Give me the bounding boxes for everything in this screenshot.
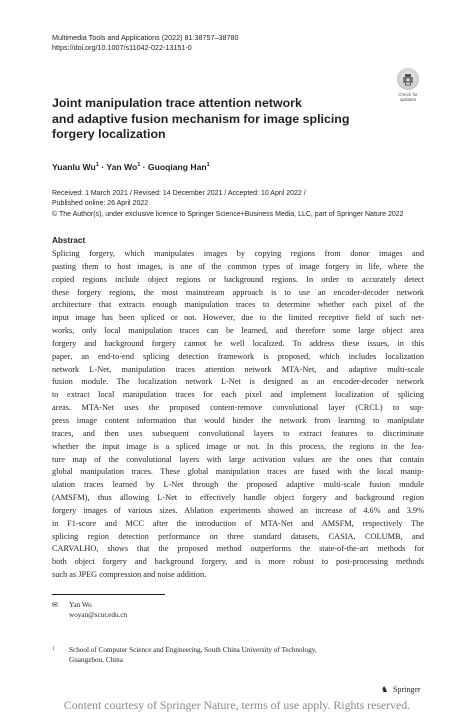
badge-label-2: updates bbox=[399, 97, 417, 102]
author-separator: · bbox=[98, 162, 107, 172]
footnote-divider bbox=[52, 594, 165, 595]
author-name[interactable]: Guoqiang Han bbox=[147, 162, 207, 172]
doi-link[interactable]: https://doi.org/10.1007/s11042-022-13151-0 bbox=[52, 43, 192, 52]
publication-history bbox=[52, 189, 404, 220]
copyright-notice: © The Author(s), under exclusive licence to Springer Science+Business Media, LLC, part of Springer Nature 2022 bbox=[52, 210, 404, 218]
abstract-line: ture map of the convolutional layers with large activation values are the ones that contain bbox=[52, 454, 424, 464]
title-line: forgery localization bbox=[52, 127, 166, 141]
abstract-body bbox=[52, 248, 424, 582]
title-line: and adaptive fusion mechanism for image splicing bbox=[52, 111, 350, 126]
abstract-line: fusion module. The localization network L-Net is designed as an encoder-decoder network bbox=[52, 377, 424, 387]
paper-title bbox=[52, 96, 382, 143]
abstract-heading: Abstract bbox=[52, 236, 86, 245]
abstract-line: forgery images of various sizes. Ablation experiments showed an increase of 4.6% and 3.9% bbox=[52, 505, 424, 515]
abstract-line: press image content information that would hinder the network from learning to manipulate bbox=[52, 415, 424, 425]
abstract-line: forgery and background forgery cannot be well localized. To address these issues, in this bbox=[52, 338, 424, 348]
author-list bbox=[52, 162, 210, 172]
affiliation-line: Guangzhou, China bbox=[69, 656, 123, 664]
abstract-line: these forgery regions, the most mainstream approach is to use an encoder-decoder network bbox=[52, 287, 424, 297]
abstract-line: traces, and then uses subsequent convolutional layers to extract features to discriminate bbox=[52, 428, 424, 438]
abstract-line: pasting them to host images, is one of the common types of image forgery in life, where the bbox=[52, 261, 424, 271]
author-name[interactable]: Yuanlu Wu bbox=[52, 162, 96, 172]
badge-label-1: Check for bbox=[398, 92, 418, 97]
springer-horse-icon: ♞ bbox=[381, 685, 389, 694]
abstract-line: such as JPEG compression and noise addition. bbox=[52, 570, 207, 580]
abstract-line: works, only local manipulation traces can be learned, and therefore some large object area bbox=[52, 326, 424, 336]
publisher-name: Springer bbox=[393, 685, 421, 694]
author-affil-mark: 1 bbox=[206, 162, 210, 169]
journal-citation: Multimedia Tools and Applications (2022) 81:38757–38780 bbox=[52, 33, 239, 42]
abstract-line: in F1-score and MCC after the introduction of MTA-Net and AMSFM, respectively The bbox=[52, 518, 424, 528]
abstract-line: (AMSFM), thus allowing L-Net to effectively handle object forgery and background region bbox=[52, 493, 424, 503]
affiliation bbox=[52, 645, 317, 665]
published-online: Published online: 26 April 2022 bbox=[52, 200, 149, 208]
check-for-updates-icon bbox=[397, 68, 419, 90]
abstract-line: global manipulation traces. These global manipulation traces are fused with the local manip- bbox=[52, 467, 424, 477]
correspondence-email[interactable]: woyan@scut.edu.cn bbox=[69, 611, 128, 619]
abstract-line: Splicing forgery, which manipulates images by copying regions from donor images and bbox=[52, 249, 424, 258]
title-line: Joint manipulation trace attention network bbox=[52, 96, 302, 110]
abstract-line: paper, an end-to-end splicing detection framework is proposed, which includes localization bbox=[52, 351, 424, 361]
abstract-line: ulation traces learned by L-Net through the proposed adaptive multi-scale fusion module bbox=[52, 480, 424, 490]
journal-header bbox=[52, 33, 238, 53]
author-separator: · bbox=[140, 162, 148, 172]
abstract-line: copied regions include object regions or background regions. In order to accurately detect bbox=[52, 274, 424, 284]
history-dates: Received: 1 March 2021 / Revised: 14 December 2021 / Accepted: 10 April 2022 / bbox=[52, 190, 306, 197]
author-name[interactable]: Yan Wo bbox=[106, 162, 138, 172]
correspondence bbox=[52, 600, 127, 620]
abstract-line: both object forgery and background forgery, and is more robust to post-processing methods bbox=[52, 557, 424, 567]
abstract-line: CARVALHO, shows that the proposed method outperforms the state-of-the-art methods for bbox=[52, 544, 424, 554]
abstract-line: input image has been spliced or not. However, due to the limited receptive field of such net- bbox=[52, 313, 424, 323]
abstract-line: architecture that extracts enough manipulation traces to determine whether each pixel of the bbox=[52, 300, 424, 310]
abstract-line: whether the input image is a spliced image or not. In this process, the regions in the fea- bbox=[52, 441, 424, 451]
abstract-line: network L-Net, manipulation traces attention network MTA-Net, and adaptive multi-scale bbox=[52, 364, 424, 374]
author-affil-mark: 1 bbox=[137, 162, 141, 169]
abstract-line: to extract local manipulation traces for each pixel and implement localization of splicing bbox=[52, 390, 424, 400]
corresponding-author: Yan Wo bbox=[69, 601, 92, 609]
publisher-logo bbox=[381, 685, 421, 694]
abstract-line: splicing region detection performance on three standard datasets, CASIA, COLUMB, and bbox=[52, 531, 424, 541]
affiliation-number: 1 bbox=[52, 646, 55, 652]
envelope-icon: ✉ bbox=[52, 601, 58, 609]
abstract-line: areas. MTA-Net uses the proposed content-remove convolutional layer (CRCL) to sup- bbox=[52, 403, 424, 413]
content-courtesy-watermark: Content courtesy of Springer Nature, terms of use apply. Rights reserved. bbox=[63, 698, 411, 712]
author-affil-mark: 1 bbox=[95, 162, 99, 169]
affiliation-line: School of Computer Science and Engineering, South China University of Technology, bbox=[69, 646, 317, 654]
check-for-updates-badge[interactable] bbox=[393, 68, 423, 102]
